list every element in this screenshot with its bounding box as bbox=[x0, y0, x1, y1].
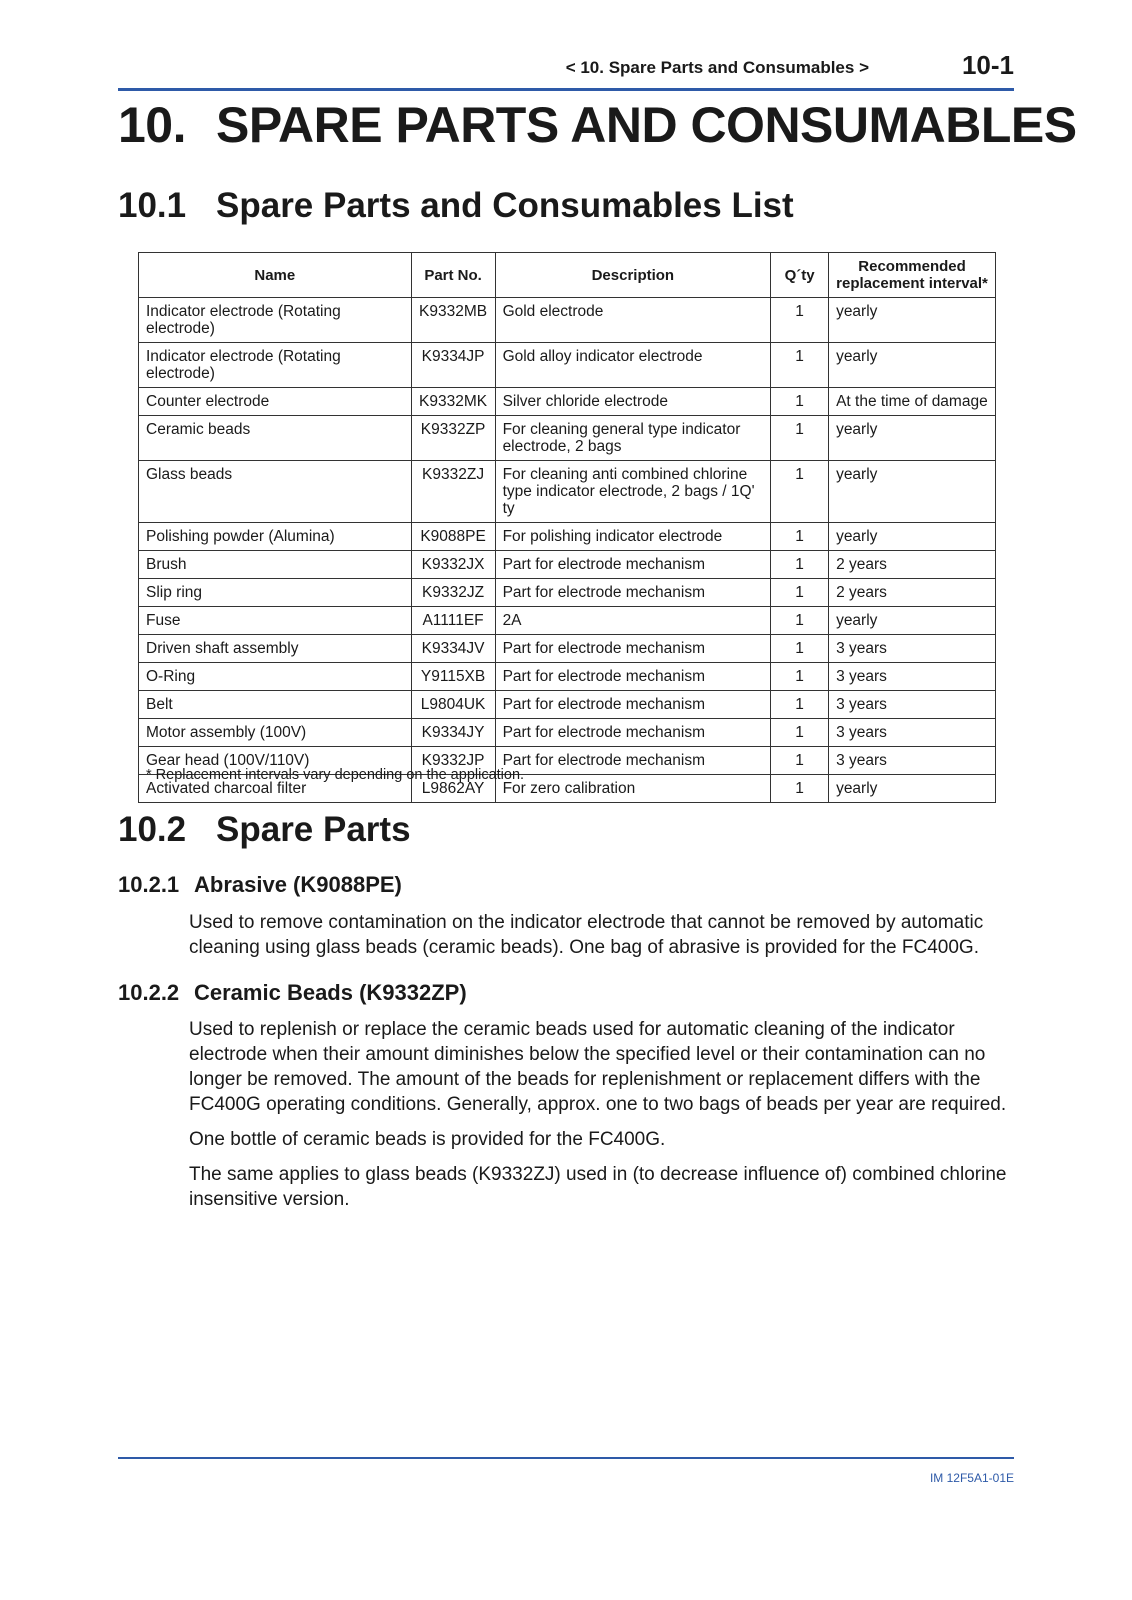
subsection-number: 10.2.2 bbox=[118, 980, 180, 1005]
paragraph: One bottle of ceramic beads is provided for the FC400G. bbox=[189, 1129, 666, 1150]
cell-interval: yearly bbox=[829, 523, 996, 551]
cell-name: Driven shaft assembly bbox=[139, 635, 412, 663]
cell-quantity: 1 bbox=[771, 663, 829, 691]
cell-name: Polishing powder (Alumina) bbox=[139, 523, 412, 551]
cell-description bbox=[495, 461, 771, 523]
cell-description bbox=[495, 416, 771, 461]
cell-quantity: 1 bbox=[771, 719, 829, 747]
table-row bbox=[139, 343, 996, 388]
table-row bbox=[139, 523, 996, 551]
column-header-part-no: Part No. bbox=[411, 253, 495, 298]
table-row bbox=[139, 663, 996, 691]
table-row bbox=[139, 461, 996, 523]
cell-description: Part for electrode mechanism bbox=[495, 551, 771, 579]
paragraph: The same applies to glass beads (K9332ZJ) used in (to decrease influence of) combined chlorine insensitive version. bbox=[189, 1164, 1007, 1210]
cell-name: Counter electrode bbox=[139, 388, 412, 416]
cell-part-no: K9088PE bbox=[411, 523, 495, 551]
cell-description: Part for electrode mechanism bbox=[495, 719, 771, 747]
table-row bbox=[139, 388, 996, 416]
cell-part-no: K9334JY bbox=[411, 719, 495, 747]
cell-description: 2A bbox=[495, 607, 771, 635]
cell-description-line-2: type indicator electrode, 2 bags / 1Q' ty bbox=[502, 483, 755, 517]
column-header-interval-line-1: Recommended bbox=[858, 258, 966, 275]
cell-description: Part for electrode mechanism bbox=[495, 747, 771, 775]
cell-interval: yearly bbox=[829, 343, 996, 388]
cell-description: For polishing indicator electrode bbox=[495, 523, 771, 551]
cell-part-no: Y9115XB bbox=[411, 663, 495, 691]
cell-name: Brush bbox=[139, 551, 412, 579]
table-row bbox=[139, 635, 996, 663]
column-header-quantity: Q´ty bbox=[771, 253, 829, 298]
cell-interval: 3 years bbox=[829, 747, 996, 775]
cell-description: Part for electrode mechanism bbox=[495, 635, 771, 663]
page-number: 10-1 bbox=[961, 50, 1014, 80]
chapter-title: SPARE PARTS AND CONSUMABLES bbox=[216, 97, 1077, 153]
paragraph: Used to remove contamination on the indicator electrode that cannot be removed by automatic cleaning using glass beads (ceramic beads). One bag of abrasive is provided for the FC400G. bbox=[189, 912, 984, 958]
cell-quantity: 1 bbox=[771, 691, 829, 719]
cell-quantity: 1 bbox=[771, 551, 829, 579]
ceramic-beads-description bbox=[189, 1017, 1015, 1212]
cell-name: Slip ring bbox=[139, 579, 412, 607]
section-number: 10.1 bbox=[118, 186, 187, 225]
section-title: Spare Parts bbox=[216, 810, 411, 849]
header-rule bbox=[118, 88, 1014, 91]
cell-interval: 3 years bbox=[829, 635, 996, 663]
table-row bbox=[139, 298, 996, 343]
cell-name: Indicator electrode (Rotating electrode) bbox=[139, 343, 412, 388]
table-header-row bbox=[139, 253, 996, 298]
cell-interval: 3 years bbox=[829, 663, 996, 691]
cell-quantity: 1 bbox=[771, 635, 829, 663]
subsection-title: Abrasive (K9088PE) bbox=[194, 872, 402, 897]
cell-part-no: K9332JP bbox=[411, 747, 495, 775]
cell-quantity: 1 bbox=[771, 416, 829, 461]
cell-name: Glass beads bbox=[139, 461, 412, 523]
cell-interval: 3 years bbox=[829, 691, 996, 719]
subsection-heading-10-2-1 bbox=[118, 872, 402, 898]
cell-description: Gold alloy indicator electrode bbox=[495, 343, 771, 388]
cell-interval: yearly bbox=[829, 298, 996, 343]
cell-quantity: 1 bbox=[771, 298, 829, 343]
cell-description: Silver chloride electrode bbox=[495, 388, 771, 416]
cell-name: Activated charcoal filter bbox=[139, 775, 412, 803]
running-header-section: < 10. Spare Parts and Consumables > bbox=[565, 58, 869, 77]
column-header-name: Name bbox=[139, 253, 412, 298]
section-title: Spare Parts and Consumables List bbox=[216, 186, 794, 225]
cell-name: O-Ring bbox=[139, 663, 412, 691]
document-id: IM 12F5A1-01E bbox=[929, 1471, 1014, 1485]
cell-name: Ceramic beads bbox=[139, 416, 412, 461]
cell-quantity: 1 bbox=[771, 343, 829, 388]
cell-interval: 2 years bbox=[829, 551, 996, 579]
table-row bbox=[139, 691, 996, 719]
cell-quantity: 1 bbox=[771, 461, 829, 523]
section-number: 10.2 bbox=[118, 810, 187, 849]
cell-quantity: 1 bbox=[771, 388, 829, 416]
cell-quantity: 1 bbox=[771, 775, 829, 803]
cell-description-line-2: electrode, 2 bags bbox=[502, 438, 622, 455]
subsection-title: Ceramic Beads (K9332ZP) bbox=[194, 980, 467, 1005]
cell-interval: yearly bbox=[829, 775, 996, 803]
cell-quantity: 1 bbox=[771, 607, 829, 635]
table-row bbox=[139, 607, 996, 635]
cell-description: For zero calibration bbox=[495, 775, 771, 803]
cell-description: Part for electrode mechanism bbox=[495, 691, 771, 719]
cell-name: Fuse bbox=[139, 607, 412, 635]
cell-name: Gear head (100V/110V) bbox=[139, 747, 412, 775]
section-heading-10-2 bbox=[118, 810, 411, 850]
cell-part-no: K9332MK bbox=[411, 388, 495, 416]
cell-part-no: K9332JX bbox=[411, 551, 495, 579]
cell-quantity: 1 bbox=[771, 747, 829, 775]
cell-name: Belt bbox=[139, 691, 412, 719]
cell-quantity: 1 bbox=[771, 523, 829, 551]
cell-description: Gold electrode bbox=[495, 298, 771, 343]
footer-rule bbox=[118, 1457, 1014, 1459]
table-row bbox=[139, 719, 996, 747]
cell-interval: yearly bbox=[829, 607, 996, 635]
subsection-heading-10-2-2 bbox=[118, 980, 467, 1006]
cell-interval: At the time of damage bbox=[829, 388, 996, 416]
chapter-number: 10. bbox=[118, 97, 187, 153]
cell-quantity: 1 bbox=[771, 579, 829, 607]
cell-interval: 2 years bbox=[829, 579, 996, 607]
cell-name: Motor assembly (100V) bbox=[139, 719, 412, 747]
column-header-interval bbox=[829, 253, 996, 298]
cell-name: Indicator electrode (Rotating electrode) bbox=[139, 298, 412, 343]
cell-part-no: K9332ZP bbox=[411, 416, 495, 461]
column-header-description: Description bbox=[495, 253, 771, 298]
running-header bbox=[118, 52, 1014, 92]
cell-part-no: L9804UK bbox=[411, 691, 495, 719]
cell-part-no: L9862AY bbox=[411, 775, 495, 803]
cell-interval: yearly bbox=[829, 461, 996, 523]
chapter-heading bbox=[118, 96, 1077, 154]
cell-part-no: K9332MB bbox=[411, 298, 495, 343]
cell-description-line-1: For cleaning general type indicator bbox=[502, 421, 741, 438]
subsection-number: 10.2.1 bbox=[118, 872, 180, 897]
cell-part-no: K9334JP bbox=[411, 343, 495, 388]
cell-description-line-1: For cleaning anti combined chlorine bbox=[502, 466, 748, 483]
table-footnote: * Replacement intervals vary depending on the application. bbox=[146, 767, 525, 783]
cell-description: Part for electrode mechanism bbox=[495, 663, 771, 691]
table-row bbox=[139, 579, 996, 607]
section-heading-10-1 bbox=[118, 186, 794, 226]
column-header-interval-line-2: replacement interval* bbox=[836, 275, 988, 292]
table-row bbox=[139, 416, 996, 461]
cell-interval: 3 years bbox=[829, 719, 996, 747]
paragraph: Used to replenish or replace the ceramic beads used for automatic cleaning of the indicator electrode when their amount diminishes below the specified level or their contamination can no longer be removed. The amount of the beads for replenishment or replacement differs with the FC400G operating conditions. Generally, approx. one to two bags of beads per year are required. bbox=[189, 1019, 1007, 1115]
cell-part-no: K9332ZJ bbox=[411, 461, 495, 523]
cell-part-no: A1111EF bbox=[411, 607, 495, 635]
cell-part-no: K9334JV bbox=[411, 635, 495, 663]
abrasive-description bbox=[189, 910, 1015, 960]
cell-interval: yearly bbox=[829, 416, 996, 461]
spare-parts-table bbox=[138, 252, 996, 803]
cell-part-no: K9332JZ bbox=[411, 579, 495, 607]
cell-description: Part for electrode mechanism bbox=[495, 579, 771, 607]
table-row bbox=[139, 551, 996, 579]
